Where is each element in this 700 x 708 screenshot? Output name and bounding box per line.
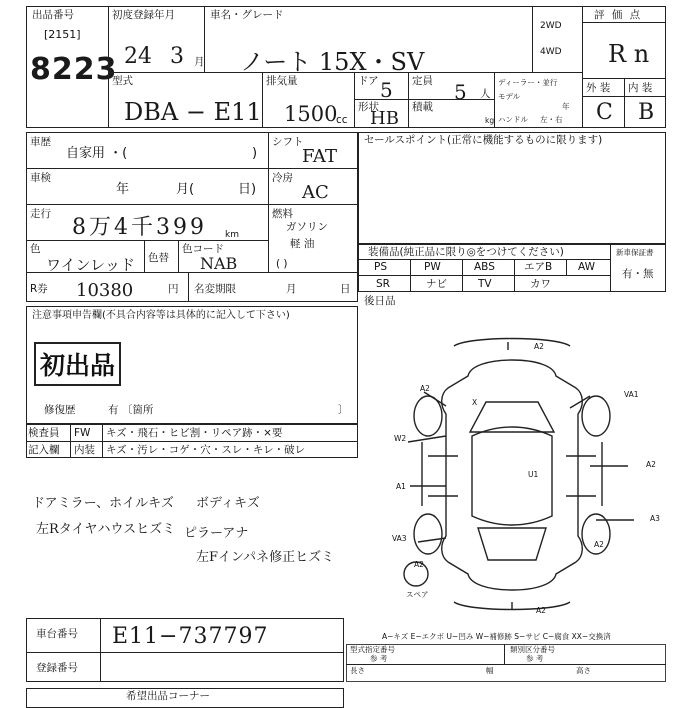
type-value: DBA − E11 xyxy=(124,98,262,126)
history-label: 車歴 xyxy=(30,136,51,148)
note-5: 左Fインパネ修正ヒズミ xyxy=(196,550,335,565)
handle-label: ハンドル xyxy=(498,115,528,124)
sales-point-frame xyxy=(358,132,666,244)
sales-point-label: セールスポイント(正常に機能するものに限ります) xyxy=(364,134,603,146)
mark-u1: U1 xyxy=(528,470,539,479)
color-code-label: 色コード xyxy=(182,243,224,255)
model-year-label: モデル xyxy=(498,92,521,101)
entry-label: 記入欄 xyxy=(28,444,60,456)
equip-sr: SR xyxy=(376,278,390,290)
equipment-label: 装備品(純正品に限り◎をつけてください) xyxy=(368,246,564,258)
equip-ps: PS xyxy=(374,261,387,273)
first-reg-month: 3 xyxy=(170,44,184,69)
name-change-label: 名変期限 xyxy=(194,283,236,295)
model-year-unit: 年 xyxy=(562,102,570,111)
doors-value: 5 xyxy=(380,78,393,102)
mileage-value: 8万4千399 xyxy=(72,215,207,240)
mark-a2-top: A2 xyxy=(534,342,544,351)
exterior-label: 外 装 xyxy=(586,82,611,94)
mark-a1: A1 xyxy=(396,482,406,491)
interior-value: B xyxy=(638,100,655,125)
reference-label-2: 参 考 xyxy=(526,654,544,663)
mileage-label: 走行 xyxy=(30,208,51,220)
mark-spare: スペア xyxy=(406,590,429,599)
length-label: 長さ xyxy=(350,666,365,675)
fw-label: FW xyxy=(74,427,91,439)
first-reg-year: 24 xyxy=(124,44,152,69)
equip-abs: ABS xyxy=(474,261,495,273)
chassis-value: E11−737797 xyxy=(112,624,269,649)
name-change-day: 日 xyxy=(340,283,351,295)
doors-label: ドア xyxy=(358,75,379,87)
shape-label: 形状 xyxy=(358,101,379,113)
grade-value: R n xyxy=(608,40,650,68)
history-close: ) xyxy=(252,146,258,161)
handle-value: 左・右 xyxy=(540,115,563,124)
equip-navi: ナビ xyxy=(426,278,447,290)
ac-value: AC xyxy=(302,182,329,203)
exterior-value: C xyxy=(596,100,613,125)
model-name: ノート 15X・SV xyxy=(240,48,425,76)
month-unit: 月 xyxy=(194,56,205,68)
capacity-value: 5 xyxy=(454,80,467,104)
warranty-label: 新車保証書 xyxy=(616,248,654,257)
ac-label: 冷房 xyxy=(272,172,293,184)
mark-w2: W2 xyxy=(394,434,407,443)
shift-label: シフト xyxy=(272,136,304,148)
note-1: ドアミラー、ホイルキズ xyxy=(32,496,174,511)
drive-2wd: 2WD xyxy=(540,21,562,31)
capacity-label: 定員 xyxy=(412,75,433,87)
equip-pw: PW xyxy=(424,261,441,273)
designated-number-label: 型式指定番号 xyxy=(350,645,395,654)
damage-legend: A−キズ E−エクボ U−凹み W−補修跡 S−サビ C−腐食 XX−交換済 xyxy=(382,632,611,641)
recolor-label: 色替 xyxy=(148,252,169,264)
color-code-value: NAB xyxy=(200,254,238,273)
note-3: 左Rタイヤハウスヒズミ xyxy=(36,522,176,537)
fuel-diesel: 軽 油 xyxy=(290,238,315,250)
car-diagram xyxy=(358,306,666,618)
shape-value: HB xyxy=(370,108,399,129)
fuel-other: ( ) xyxy=(276,258,288,270)
load-label: 積載 xyxy=(412,101,433,113)
mark-x: X xyxy=(472,398,478,407)
height-label: 高さ xyxy=(576,666,591,675)
first-listing-stamp: 初出品 xyxy=(34,342,121,386)
shift-value: FAT xyxy=(302,146,337,167)
remarks-label: 注意事項申告欄(不具合内容等は具体的に記入して下さい) xyxy=(32,310,290,321)
mark-va1: VA1 xyxy=(624,390,639,399)
inspection-month: 月( xyxy=(176,182,195,197)
inspection-year: 年 xyxy=(116,182,130,197)
mark-a2-right: A2 xyxy=(646,460,656,469)
fuel-label: 燃料 xyxy=(272,208,293,220)
registration-label: 登録番号 xyxy=(36,662,78,674)
equip-airbag: エアB xyxy=(524,261,553,273)
inspection-label: 車検 xyxy=(30,172,51,184)
color-label: 色 xyxy=(30,243,41,255)
mark-a2-rear-left: A2 xyxy=(414,560,424,569)
note-2: ボディキズ xyxy=(196,496,260,511)
mark-a2-bottom: A2 xyxy=(536,606,546,615)
warranty-value: 有・無 xyxy=(622,268,654,280)
inspector-label: 検査員 xyxy=(28,427,60,439)
category-number-label: 類別区分番号 xyxy=(510,645,555,654)
mark-a3: A3 xyxy=(650,514,660,523)
first-reg-label: 初度登録年月 xyxy=(112,9,175,21)
inspection-day: 日) xyxy=(238,182,257,197)
lot-label: 出品番号 xyxy=(32,9,74,21)
type-label: 型式 xyxy=(112,75,133,87)
recycle-value: 10380 xyxy=(76,280,134,301)
dealer-label: ディーラー・並行 xyxy=(498,78,558,87)
fw-items: キズ・飛石・ヒビ割・リペア跡・×要 xyxy=(106,427,283,439)
mark-a2-rear-right: A2 xyxy=(594,540,604,549)
drive-4wd: 4WD xyxy=(540,47,562,57)
corner-label: 希望出品コーナー xyxy=(126,690,210,702)
color-value: ワインレッド xyxy=(46,256,136,274)
interior-items: キズ・汚レ・コゲ・穴・スレ・キレ・破レ xyxy=(106,444,306,456)
lot-code: [2151] xyxy=(44,28,81,41)
repair-close: 〕 xyxy=(338,404,349,416)
recycle-label: R券 xyxy=(30,283,48,295)
grade-label: 評 価 点 xyxy=(594,9,643,21)
history-value: 自家用 ・( xyxy=(66,146,128,161)
inspector-interior-label: 内装 xyxy=(74,444,95,456)
chassis-label: 車台番号 xyxy=(36,628,78,640)
fuel-gasoline: ガソリン xyxy=(286,221,328,233)
equip-tv: TV xyxy=(478,278,492,290)
load-unit: kg xyxy=(485,116,495,125)
reference-label-1: 参 考 xyxy=(370,654,388,663)
interior-label: 内 装 xyxy=(628,82,653,94)
repair-value: 有 〔箇所 xyxy=(108,404,154,416)
model-label: 車名・グレード xyxy=(210,9,284,21)
mark-a2-front-left: A2 xyxy=(420,384,430,393)
later-items-label: 後日品 xyxy=(364,295,396,307)
displacement-unit: cc xyxy=(336,114,348,126)
name-change-month: 月 xyxy=(286,283,297,295)
capacity-unit: 人 xyxy=(480,88,491,100)
displacement-value: 1500 xyxy=(284,102,338,126)
width-label: 幅 xyxy=(486,666,494,675)
repair-label: 修復歴 xyxy=(44,404,76,416)
mileage-unit: km xyxy=(225,230,239,240)
mark-va3: VA3 xyxy=(392,534,407,543)
recycle-unit: 円 xyxy=(168,283,179,295)
lot-number: 8223 xyxy=(30,52,118,87)
note-4: ピラーアナ xyxy=(184,526,249,541)
displacement-label: 排気量 xyxy=(266,75,298,87)
equip-leather: カワ xyxy=(530,278,551,290)
equip-aw: AW xyxy=(578,261,595,273)
